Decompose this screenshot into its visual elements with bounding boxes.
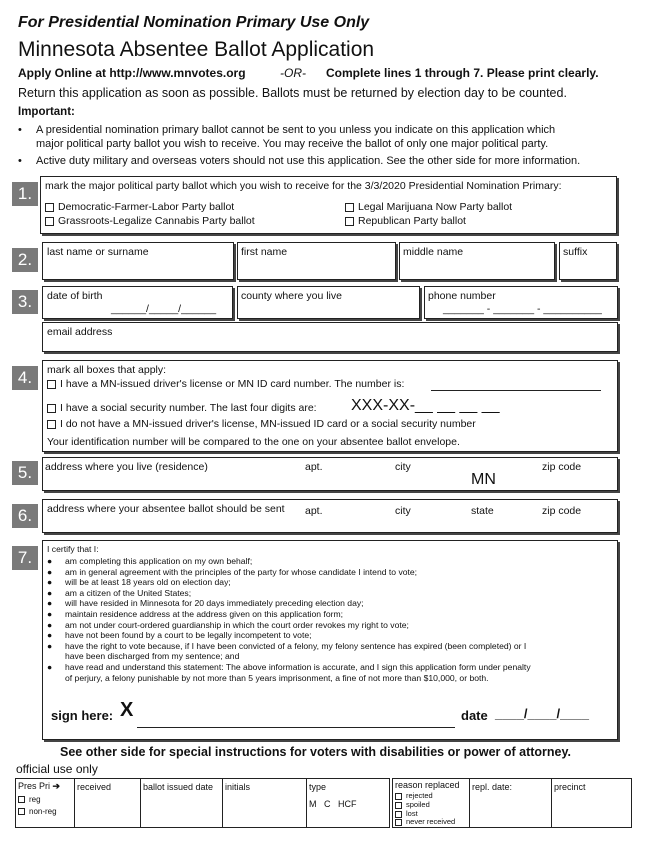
section-4-id-box (42, 360, 618, 452)
reason-lost[interactable]: lost (395, 809, 418, 818)
checkbox-icon[interactable] (45, 217, 54, 226)
bullet-icon: ● (47, 556, 53, 566)
important-bullet-2 (18, 155, 638, 169)
signature-line[interactable] (137, 727, 455, 728)
bullet-text: A presidential nomination primary ballot cannot be sent to you unless you indicate on this application which (36, 124, 556, 136)
certify-item-text: am a citizen of the United States; (65, 587, 192, 598)
checkbox-icon[interactable] (395, 819, 402, 826)
section-7-certification-box (42, 540, 618, 740)
phone-field[interactable] (424, 286, 618, 319)
precinct-cell[interactable] (551, 779, 631, 827)
top-line: For Presidential Nomination Primary Use Only (18, 14, 370, 31)
or-text: -OR- (280, 66, 306, 80)
field-label: last name or surname (47, 246, 149, 258)
checkbox-icon[interactable] (345, 217, 354, 226)
certify-item-text: of perjury, a felony punishable by not more than 5 years imprisonment, a fine of not more than $10,000, or both. (65, 672, 489, 683)
party-option-dfl[interactable] (45, 201, 234, 213)
received-label: received (77, 782, 112, 792)
party-label: Republican Party ballot (358, 215, 466, 227)
phone-blank: _______ - _______ - __________ (443, 303, 602, 315)
precinct-label: precinct (554, 782, 586, 792)
email-field[interactable] (42, 322, 618, 352)
certify-intro: I certify that I: (47, 544, 99, 554)
city-label: city (395, 505, 411, 517)
last-name-field[interactable] (42, 242, 234, 280)
option-label: I do not have a MN-issued driver's license, MN-issued ID card or a social security number (60, 418, 476, 430)
type-label: type (309, 782, 327, 792)
middle-name-field[interactable] (399, 242, 555, 280)
checkbox-icon[interactable] (47, 404, 56, 413)
reason-spoiled[interactable]: spoiled (395, 800, 430, 809)
section-number-6: 6. (12, 504, 38, 528)
official-use-table (15, 778, 390, 828)
type-cell[interactable] (306, 779, 389, 827)
ssn-blanks[interactable]: __ __ __ __ (415, 397, 500, 414)
pres-pri-cell (16, 779, 75, 827)
received-cell[interactable] (74, 779, 141, 827)
non-reg-option[interactable]: non-reg (18, 807, 57, 816)
id-option-none[interactable] (47, 418, 476, 430)
date-blank[interactable]: ____/____/____ (495, 706, 589, 721)
mailing-address-field[interactable] (42, 499, 618, 533)
id-option-drivers-license[interactable] (47, 378, 404, 390)
id-prompt: mark all boxes that apply: (47, 364, 167, 376)
bullet-icon: ● (47, 640, 53, 651)
date-label: date (461, 708, 488, 723)
certify-item-text: have not been found by a court to be legally incompetent to vote; (65, 630, 312, 641)
checkbox-icon[interactable] (47, 380, 56, 389)
checkbox-icon[interactable] (395, 793, 402, 800)
state-label: state (471, 505, 494, 517)
type-values: M C HCF (309, 799, 357, 809)
section-number-5: 5. (12, 461, 38, 485)
apply-online-text: Apply Online at http://www.mnvotes.org (18, 66, 246, 80)
date-of-birth-field[interactable] (42, 286, 233, 319)
certify-item-text: will be at least 18 years old on election day; (65, 577, 231, 588)
checkbox-icon[interactable] (395, 802, 402, 809)
bullet-icon: ● (47, 587, 53, 598)
zip-label: zip code (542, 505, 582, 517)
official-use-label: official use only (16, 762, 98, 776)
reason-rejected[interactable]: rejected (395, 791, 433, 800)
bullet-icon: ● (47, 566, 53, 577)
certify-item-text: am not under court-ordered guardianship in which the court order revokes my right to vote; (65, 619, 409, 630)
city-label: city (395, 461, 411, 473)
bullet-icon: • (18, 155, 22, 167)
field-label: suffix (563, 246, 588, 258)
field-label: phone number (428, 290, 496, 302)
bullet-icon: ● (47, 609, 53, 619)
certify-item-text: have the right to vote because, if I have been convicted of a felony, my felony sentence has expired (been completed) or I (65, 640, 527, 651)
county-field[interactable] (237, 286, 420, 319)
certify-item-text: am completing this application on my own behalf; (65, 556, 253, 566)
arrow-right-icon: ➔ (52, 781, 61, 791)
bullet-icon: ● (47, 598, 53, 609)
pres-pri-label: Pres Pri ➔ (18, 781, 61, 791)
field-label: address where you live (residence) (45, 461, 208, 473)
see-other-side: See other side for special instructions for voters with disabilities or power of attorney. (60, 745, 571, 759)
replacement-table (392, 778, 632, 828)
certify-item-text: maintain residence address at the address given on this application form; (65, 609, 344, 619)
party-option-grassroots[interactable] (45, 215, 255, 227)
bullet-icon: • (18, 124, 22, 136)
sign-here-label: sign here: (51, 708, 114, 723)
ssn-prefix: XXX-XX- (351, 397, 416, 414)
checkbox-icon[interactable] (47, 420, 56, 429)
certify-item-text: am in general agreement with the principles of the party for whose candidate I intend to vote; (65, 566, 418, 577)
initials-label: initials (225, 782, 251, 792)
residence-address-field[interactable] (42, 457, 618, 491)
field-label: email address (47, 326, 113, 338)
initials-cell[interactable] (222, 779, 307, 827)
bullet-icon: ● (47, 662, 53, 672)
bullet-icon: ● (47, 630, 53, 641)
party-option-republican[interactable] (345, 215, 466, 227)
section-number-3: 3. (12, 290, 38, 314)
ballot-issued-label: ballot issued date (143, 782, 214, 792)
section-number-7: 7. (12, 546, 38, 570)
repl-date-cell[interactable] (469, 779, 552, 827)
party-label: Grassroots-Legalize Cannabis Party ballot (58, 215, 255, 227)
important-bullet-1b (18, 138, 638, 152)
bullet-text: Active duty military and overseas voters should not use this application. See the other side for more information. (36, 155, 581, 167)
party-label: Democratic-Farmer-Labor Party ballot (58, 201, 235, 213)
x-mark: X (120, 699, 134, 721)
ballot-issued-date-cell[interactable] (140, 779, 223, 827)
first-name-field[interactable] (237, 242, 396, 280)
party-label: Legal Marijuana Now Party ballot (358, 201, 513, 213)
dob-blank: ______/_____/______ (111, 303, 217, 315)
option-label: I have a social security number. The last four digits are: (60, 402, 317, 414)
reason-never-received[interactable]: never received (395, 817, 455, 826)
section-number-1: 1. (12, 182, 38, 206)
important-bullet-1 (18, 124, 638, 138)
important-label: Important: (18, 106, 75, 118)
bullet-icon: ● (47, 619, 53, 630)
checkbox-icon[interactable] (18, 796, 25, 803)
section-1-party-box (40, 176, 617, 234)
suffix-field[interactable] (559, 242, 617, 280)
apt-label: apt. (305, 505, 323, 517)
bullet-icon: ● (47, 577, 53, 588)
section-number-4: 4. (12, 366, 38, 390)
zip-label: zip code (542, 461, 582, 473)
party-option-legal-marijuana[interactable] (345, 201, 512, 213)
checkbox-icon[interactable] (18, 808, 25, 815)
field-label: county where you live (241, 290, 342, 302)
bullet-text: major political party ballot you wish to receive. You may receive the ballot of only one major political party. (36, 138, 549, 150)
id-option-ssn[interactable] (47, 402, 317, 414)
field-label: address where your absentee ballot should be sent (47, 503, 285, 515)
checkbox-icon[interactable] (345, 203, 354, 212)
repl-date-label: repl. date: (472, 782, 513, 792)
certify-item-text: have read and understand this statement: The above information is accurate, and I sign this application form under penalty (65, 662, 531, 672)
apt-label: apt. (305, 461, 323, 473)
certify-item-text: have been discharged from my sentence; and (65, 651, 240, 662)
complete-lines-text: Complete lines 1 through 7. Please print clearly. (326, 66, 599, 80)
field-label: middle name (403, 246, 464, 258)
reg-option[interactable]: reg (18, 795, 41, 804)
section-number-2: 2. (12, 248, 38, 272)
license-number-line[interactable] (431, 390, 601, 391)
form-title: Minnesota Absentee Ballot Application (18, 38, 375, 61)
checkbox-icon[interactable] (45, 203, 54, 212)
field-label: first name (241, 246, 288, 258)
reason-replaced-cell (393, 779, 470, 827)
option-label: I have a MN-issued driver's license or MN ID card number. The number is: (60, 378, 405, 390)
certify-item-text: will have resided in Minnesota for 20 days immediately preceding election day; (65, 598, 364, 609)
party-prompt: mark the major political party ballot which you wish to receive for the 3/3/2020 Presidential Nomination Primary: (45, 180, 562, 192)
id-note: Your identification number will be compared to the one on your absentee ballot envelope. (47, 436, 460, 448)
field-label: date of birth (47, 290, 103, 302)
state-value: MN (471, 471, 496, 488)
reason-label: reason replaced (395, 780, 460, 790)
return-note: Return this application as soon as possible. Ballots must be returned by election day to be counted. (18, 86, 567, 100)
